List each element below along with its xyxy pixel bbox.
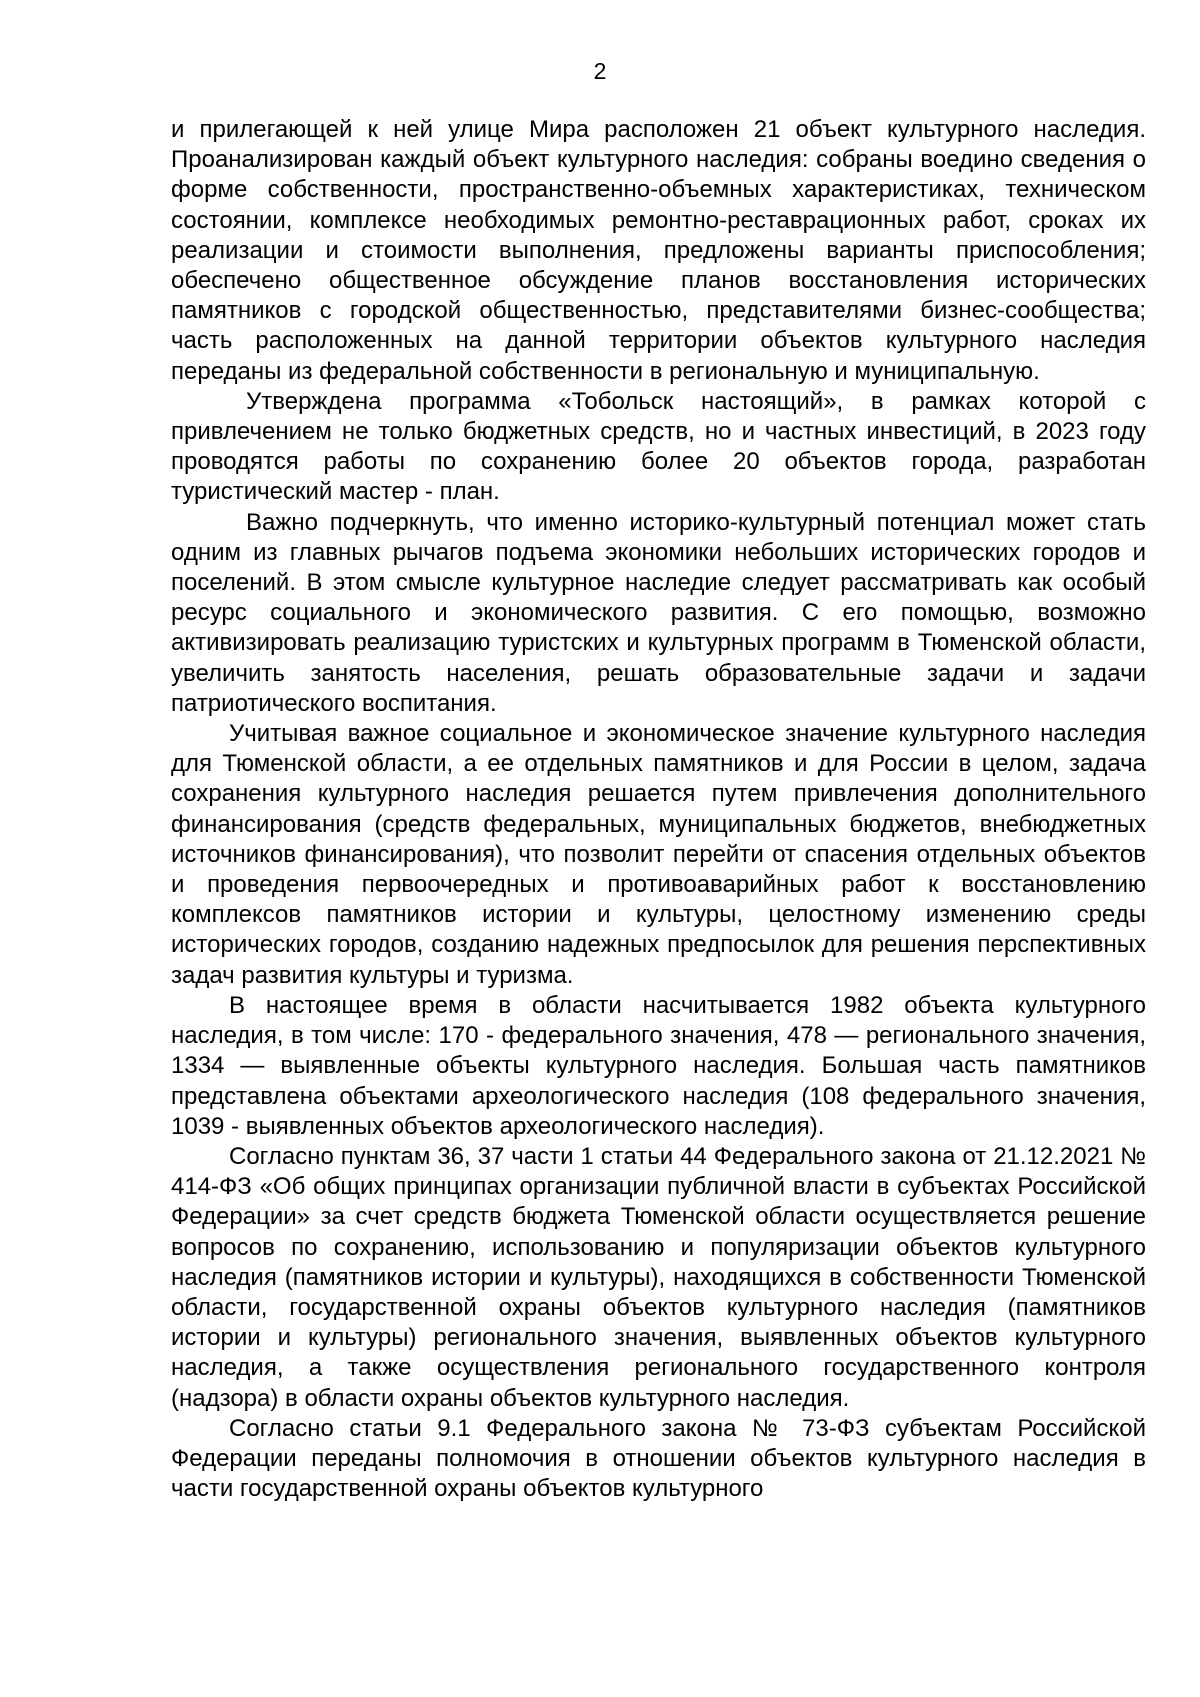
paragraph-federal-law-73: Согласно статьи 9.1 Федерального закона № 73-ФЗ субъектам Российской Федерации переданы полномочия в отношении объектов культурного наследия в части государственной охраны объектов культурного: [171, 1414, 1146, 1503]
page-number: 2: [593, 58, 607, 84]
document-body: [171, 115, 1146, 1504]
paragraph-cultural-potential: Важно подчеркнуть, что именно историко-культурный потенциал может стать одним из главных рычагов подъема экономики небольших исторических городов и поселений. В этом смысле культурное наследие следует рассматривать как особый ресурс социального и экономического развития. С его помощью, возможно активизировать реализацию туристских и культурных программ в Тюменской области, увеличить занятость населения, решать образовательные задачи и задачи патриотического воспитания.: [171, 508, 1146, 717]
paragraph-federal-law-414: Согласно пунктам 36, 37 части 1 статьи 44 Федерального закона от 21.12.2021 № 414-ФЗ «Об общих принципах организации публичной власти в субъектах Российской Федерации» за счет средств бюджета Тюменской области осуществляется решение вопросов по сохранению, использованию и популяризации объектов культурного наследия (памятников истории и культуры), находящихся в собственности Тюменской области, государственной охраны объектов культурного наследия (памятников истории и культуры) регионального значения, выявленных объектов культурного наследия, а также осуществления регионального государственного контроля (надзора) в области охраны объектов культурного наследия.: [171, 1142, 1146, 1412]
paragraph-mira-street-objects: и прилегающей к ней улице Мира расположен 21 объект культурного наследия. Проанализирован каждый объект культурного наследия: собраны воедино сведения о форме собственности, пространственно-объемных характеристиках, техническом состоянии, комплексе необходимых ремонтно-реставрационных работ, сроках их реализации и стоимости выполнения, предложены варианты приспособления; обеспечено общественное обсуждение планов восстановления исторических памятников с городской общественностью, представителями бизнес-сообщества; часть расположенных на данной территории объектов культурного наследия переданы из федеральной собственности в региональную и муниципальную.: [171, 116, 1146, 385]
paragraph-tobolsk-program: Утверждена программа «Тобольск настоящий», в рамках которой с привлечением не только бюджетных средств, но и частных инвестиций, в 2023 году проводятся работы по сохранению более 20 объектов города, разработан туристический мастер - план.: [171, 387, 1146, 506]
paragraph-additional-financing: Учитывая важное социальное и экономическое значение культурного наследия для Тюменской области, а ее отдельных памятников и для России в целом, задача сохранения культурного наследия решается путем привлечения дополнительного финансирования (средств федеральных, муниципальных бюджетов, внебюджетных источников финансирования), что позволит перейти от спасения отдельных объектов и проведения первоочередных и противоаварийных работ к восстановлению комплексов памятников истории и культуры, целостному изменению среды исторических городов, созданию надежных предпосылок для решения перспективных задач развития культуры и туризма.: [171, 720, 1146, 989]
paragraph-heritage-count: В настоящее время в области насчитывается 1982 объекта культурного наследия, в том числе: 170 - федерального значения, 478 — регионального значения, 1334 — выявленные объекты культурного наследия. Большая часть памятников представлена объектами археологического наследия (108 федерального значения, 1039 - выявленных объектов археологического наследия).: [171, 991, 1146, 1140]
